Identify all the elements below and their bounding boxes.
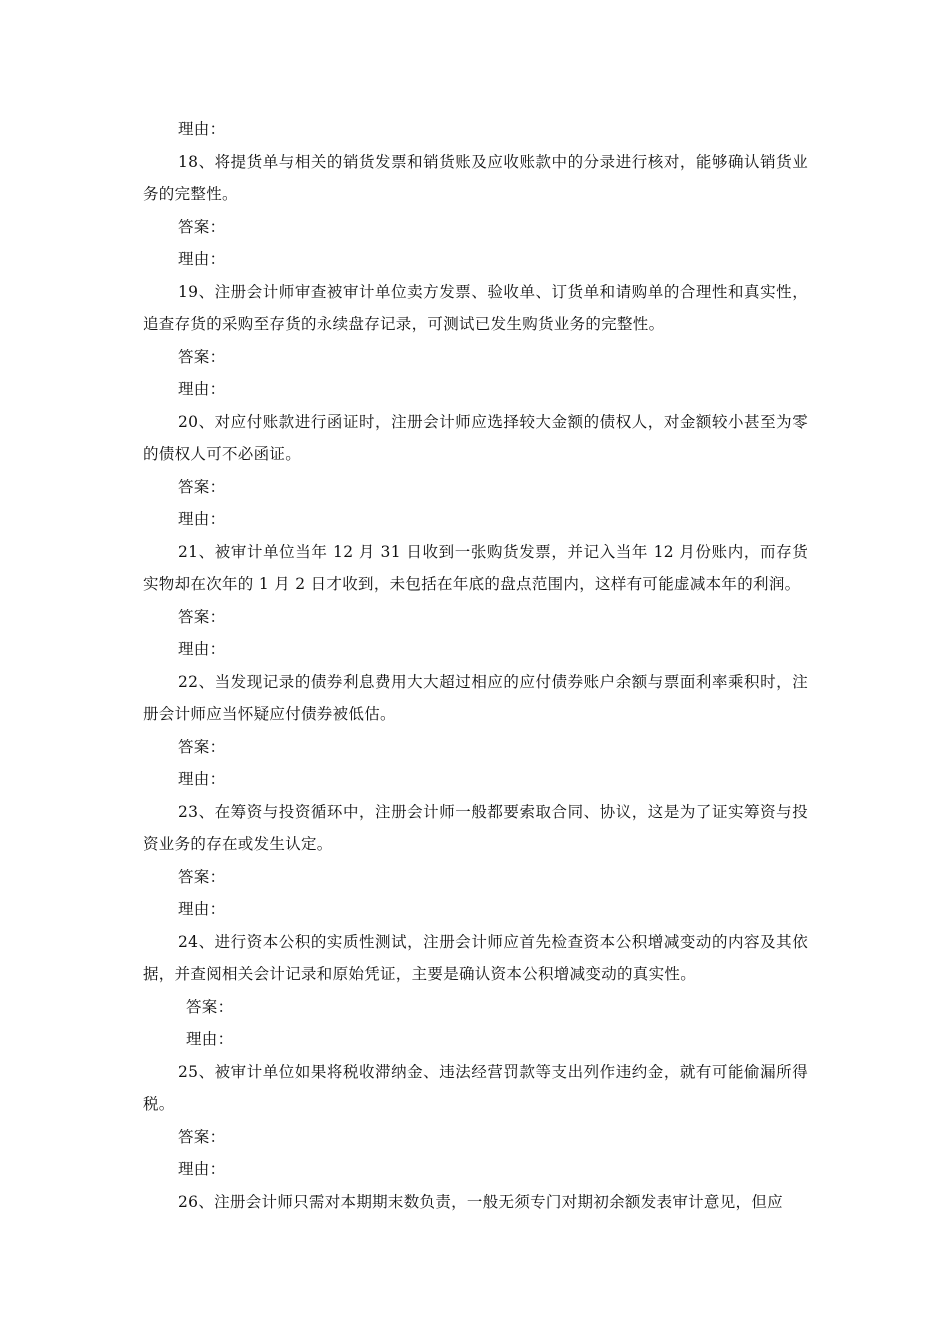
reason-label: 理由： [178,250,226,268]
answer-label: 答案： [178,217,226,236]
question-20: 20、对应付账款进行函证时，注册会计师应选择较大金额的债权人，对金额较小甚至为零的债权人可不必函证。 [143,412,808,463]
question-22: 22、当发现记录的债券利息费用大大超过相应的应付债券账户余额与票面利率乘积时，注册会计师应当怀疑应付债券被低估。 [143,672,808,723]
answer-label: 答案： [178,347,226,366]
question-19: 19、注册会计师审查被审计单位卖方发票、验收单、订货单和请购单的合理性和真实性，追查存货的采购至存货的永续盘存记录，可测试已发生购货业务的完整性。 [143,282,808,333]
reason-label: 理由： [178,770,226,788]
answer-label: 答案： [178,477,226,496]
answer-label: 答案： [178,867,226,886]
reason-label: 理由： [186,1030,234,1048]
reason-label: 理由： [178,510,226,528]
reason-label: 理由： [178,380,226,398]
question-24: 24、进行资本公积的实质性测试，注册会计师应首先检查资本公积增减变动的内容及其依据，并查阅相关会计记录和原始凭证，主要是确认资本公积增减变动的真实性。 [143,932,808,983]
document-body [143,113,808,1218]
question-26: 26、注册会计师只需对本期期末数负责，一般无须专门对期初余额发表审计意见，但应 [178,1192,783,1211]
question-18: 18、将提货单与相关的销货发票和销货账及应收账款中的分录进行核对，能够确认销货业务的完整性。 [143,152,808,203]
answer-label: 答案： [178,737,226,756]
reason-label: 理由： [178,1160,226,1178]
answer-label: 答案： [186,997,234,1016]
answer-label: 答案： [178,1127,226,1146]
question-23: 23、在筹资与投资循环中，注册会计师一般都要索取合同、协议，这是为了证实筹资与投资业务的存在或发生认定。 [143,802,808,853]
reason-label: 理由： [178,640,226,658]
answer-label: 答案： [178,607,226,626]
reason-label: 理由： [178,120,226,138]
question-21: 21、被审计单位当年 12 月 31 日收到一张购货发票，并记入当年 12 月份账内，而存货实物却在次年的 1 月 2 日才收到，未包括在年底的盘点范围内，这样有可能虚减本年的利润。 [143,542,808,593]
reason-label: 理由： [178,900,226,918]
question-25: 25、被审计单位如果将税收滞纳金、违法经营罚款等支出列作违约金，就有可能偷漏所得税。 [143,1062,808,1113]
